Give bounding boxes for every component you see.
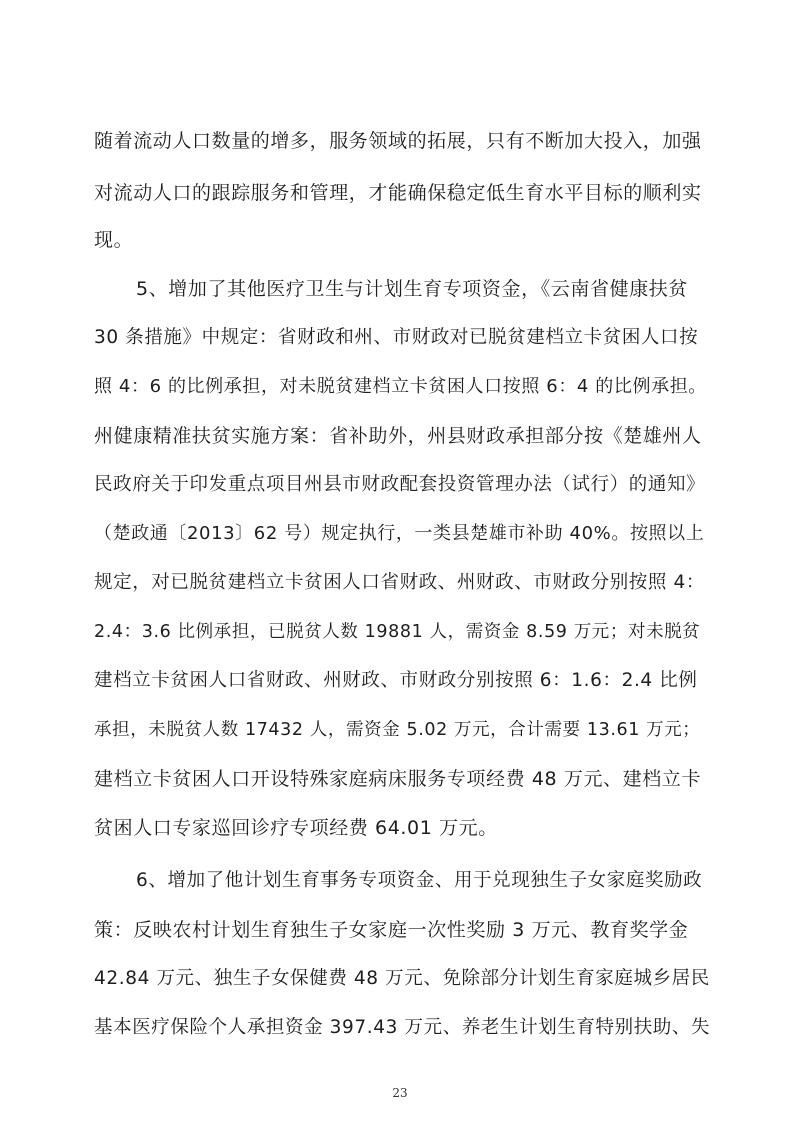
body-line-9: （楚政通〔2013〕62 号）规定执行，一类县楚雄市补助 40%。按照以上 [94, 523, 705, 544]
body-line-7: 州健康精准扶贫实施方案：省补助外，州县财政承担部分按《楚雄州人 [94, 425, 702, 447]
body-line-6: 照 4：6 的比例承担，对未脱贫建档立卡贫困人口按照 6：4 的比例承担。 [94, 376, 707, 397]
body-line-17: 策：反映农村计划生育独生子女家庭一次性奖励 3 万元、教育奖学金 [94, 919, 689, 941]
body-line-12: 建档立卡贫困人口省财政、州财政、市财政分别按照 6：1.6：2.4 比例 [94, 670, 698, 691]
body-line-5: 30 条措施》中规定：省财政和州、市财政对已脱贫建档立卡贫困人口按 [94, 327, 699, 348]
body-line-15: 贫困人口专家巡回诊疗专项经费 64.01 万元。 [94, 817, 498, 839]
body-line-3: 现。 [94, 229, 134, 251]
page-number: 23 [392, 1086, 408, 1100]
body-line-13: 承担，未脱贫人数 17432 人，需资金 5.02 万元，合计需要 13.61 万元； [94, 720, 701, 740]
body-line-8: 民政府关于印发重点项目州县市财政配套投资管理办法（试行）的通知》 [94, 474, 706, 495]
body-line-14: 建档立卡贫困人口开设特殊家庭病床服务专项经费 48 万元、建档立卡 [94, 768, 702, 790]
body-line-4: 5、增加了其他医疗卫生与计划生育专项资金，《云南省健康扶贫 [136, 278, 688, 300]
body-line-10: 规定，对已脱贫建档立卡贫困人口省财政、州财政、市财政分别按照 4： [94, 572, 705, 593]
body-line-11: 2.4：3.6 比例承担，已脱贫人数 19881 人，需资金 8.59 万元；对未脱贫 [94, 622, 701, 642]
body-line-16: 6、增加了他计划生育事务专项资金、用于兑现独生子女家庭奖励政 [136, 870, 703, 891]
body-line-19: 基本医疗保险个人承担资金 397.43 万元、养老生计划生育特别扶助、失 [94, 1017, 711, 1038]
body-line-18: 42.84 万元、独生子女保健费 48 万元、免除部分计划生育家庭城乡居民 [94, 968, 710, 989]
body-line-2: 对流动人口的跟踪服务和管理，才能确保稳定低生育水平目标的顺利实 [94, 182, 702, 204]
body-line-1: 随着流动人口数量的增多，服务领域的拓展，只有不断加大投入，加强 [94, 130, 702, 152]
